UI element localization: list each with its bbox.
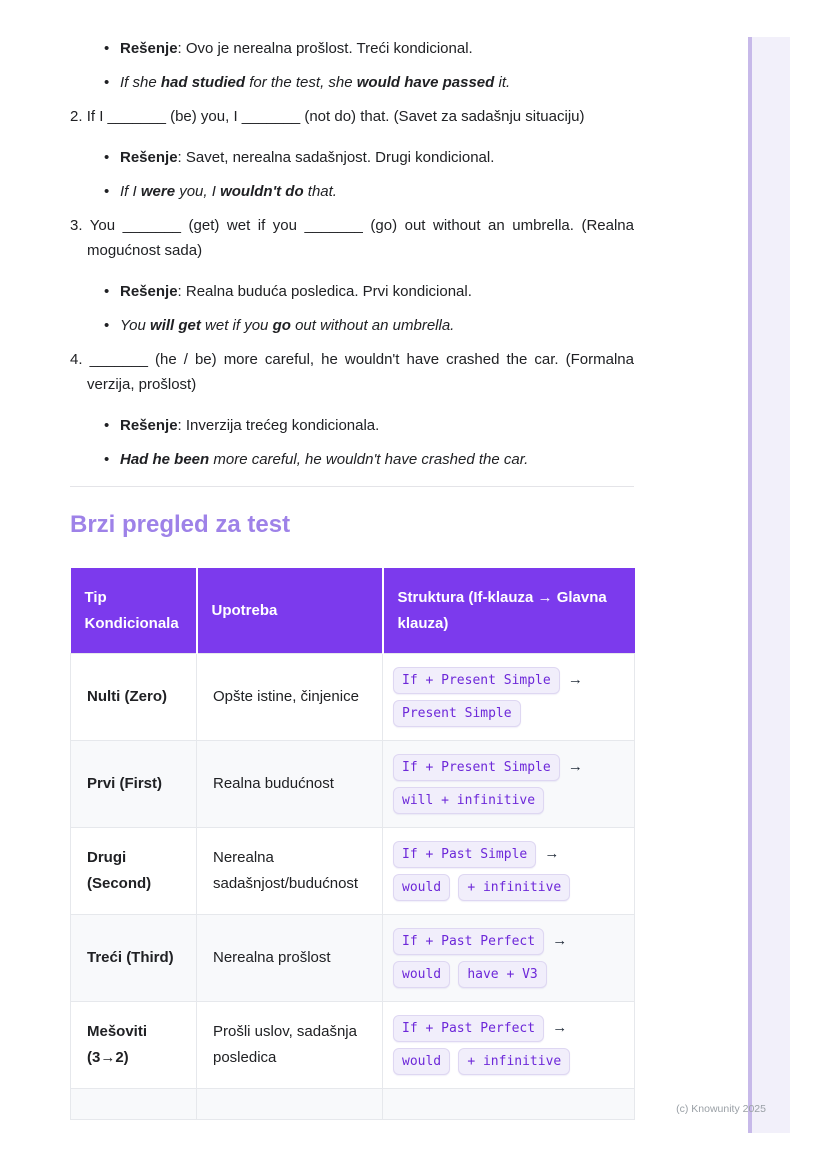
bullet-item (120, 36, 634, 61)
exercise-list (70, 36, 634, 472)
table-row (71, 915, 635, 1002)
text-run: you, I (175, 183, 221, 200)
cell-tip: Nulti (Zero) (71, 654, 197, 741)
bullet-item (120, 70, 634, 95)
text-run: Rešenje (120, 40, 178, 57)
section-divider (70, 486, 634, 487)
bullet-group (70, 36, 634, 95)
table-header-row (71, 568, 635, 654)
text-run: Rešenje (120, 283, 178, 300)
code-pill: If + Present Simple (393, 754, 560, 781)
code-pill: would (393, 874, 450, 901)
table-row (71, 741, 635, 828)
text-run: more careful, he wouldn't have crashed the car. (209, 451, 529, 468)
text-run: for the test, she (245, 74, 357, 91)
cell-upotreba: Nerealna prošlost (197, 915, 383, 1002)
item-number: 3. (70, 217, 90, 234)
item-number: 4. (70, 351, 90, 368)
cell-tip: Treći (Third) (71, 915, 197, 1002)
code-pill: would (393, 1048, 450, 1075)
text-run: it. (494, 74, 511, 91)
text-run: : Inverzija trećeg kondicionala. (177, 417, 380, 434)
text-run: that. (303, 183, 337, 200)
bullet-group (70, 279, 634, 338)
header-tip: Tip Kondicionala (71, 568, 197, 654)
text-run: Had he been (120, 451, 210, 468)
bullet-group (70, 413, 634, 472)
table-row-partial (71, 1089, 635, 1120)
table-row (71, 1002, 635, 1089)
bullet-item (120, 313, 634, 338)
cell-empty (383, 1089, 635, 1120)
item-number: 2. (70, 108, 87, 125)
cell-tip: Drugi (Second) (71, 828, 197, 915)
text-run: had studied (160, 74, 246, 91)
text-run: wet if you (200, 317, 273, 334)
bullet-item (120, 447, 634, 472)
arrow-icon: → (544, 845, 560, 862)
cell-struktura (383, 828, 635, 915)
cell-tip: Mešoviti (3→2) (71, 1002, 197, 1089)
cell-upotreba: Realna budućnost (197, 741, 383, 828)
text-run: If she (120, 74, 161, 91)
code-pill: If + Past Perfect (393, 1015, 544, 1042)
section-title: Brzi pregled za test (70, 511, 291, 538)
cell-upotreba: Opšte istine, činjenice (197, 654, 383, 741)
text-run: If I (120, 183, 141, 200)
text-run: : Ovo je nerealna prošlost. Treći kondicional. (177, 40, 473, 57)
copyright-note: (c) Knowunity 2025 (676, 1103, 766, 1115)
code-pill: will + infinitive (393, 787, 544, 814)
cell-upotreba: Prošli uslov, sadašnja posledica (197, 1002, 383, 1089)
code-pill: + infinitive (458, 874, 570, 901)
numbered-item (70, 347, 634, 397)
code-pill: + infinitive (458, 1048, 570, 1075)
header-upotreba: Upotreba (197, 568, 383, 654)
text-run: were (140, 183, 176, 200)
text-run: _______ (he / be) more careful, he wouldn't have crashed the car. (Formalna verzija, prošlost) (87, 351, 634, 393)
conditionals-table (70, 568, 635, 1120)
code-pill: would (393, 961, 450, 988)
cell-empty (197, 1089, 383, 1120)
text-run: would have passed (356, 74, 495, 91)
text-run: go (272, 317, 291, 334)
cell-tip: Prvi (First) (71, 741, 197, 828)
text-run: will get (150, 317, 201, 334)
numbered-item (70, 213, 634, 263)
arrow-icon: → (567, 758, 583, 775)
document-page (70, 36, 634, 1120)
arrow-icon: → (552, 932, 568, 949)
bullet-item (120, 413, 634, 438)
cell-struktura (383, 915, 635, 1002)
text-run: : Realna buduća posledica. Prvi kondicional. (177, 283, 472, 300)
cell-struktura (383, 1002, 635, 1089)
text-run: Rešenje (120, 417, 178, 434)
arrow-icon: → (552, 1019, 568, 1036)
text-run: : Savet, nerealna sadašnjost. Drugi kondicional. (177, 149, 495, 166)
bullet-item (120, 279, 634, 304)
bullet-group (70, 145, 634, 204)
cell-empty (71, 1089, 197, 1120)
bullet-item (120, 145, 634, 170)
numbered-item (70, 104, 634, 129)
cell-upotreba: Nerealna sadašnjost/budućnost (197, 828, 383, 915)
arrow-icon: → (567, 671, 583, 688)
code-pill: If + Present Simple (393, 667, 560, 694)
code-pill: If + Past Perfect (393, 928, 544, 955)
header-struktura: Struktura (If-klauza → Glavna klauza) (383, 568, 635, 654)
text-run: Rešenje (120, 149, 178, 166)
page-edge-panel (752, 37, 790, 1133)
text-run: You (120, 317, 151, 334)
code-pill: If + Past Simple (393, 841, 536, 868)
code-pill: Present Simple (393, 700, 521, 727)
text-run: out without an umbrella. (290, 317, 455, 334)
cell-struktura (383, 654, 635, 741)
text-run: If I _______ (be) you, I _______ (not do) that. (Savet za sadašnju situaciju) (86, 108, 585, 125)
code-pill: have + V3 (458, 961, 546, 988)
table-row (71, 654, 635, 741)
text-run: wouldn't do (220, 183, 304, 200)
bullet-item (120, 179, 634, 204)
text-run: You _______ (get) wet if you _______ (go) out without an umbrella. (Realna mogućnost sada) (87, 217, 634, 259)
table-row (71, 828, 635, 915)
cell-struktura (383, 741, 635, 828)
